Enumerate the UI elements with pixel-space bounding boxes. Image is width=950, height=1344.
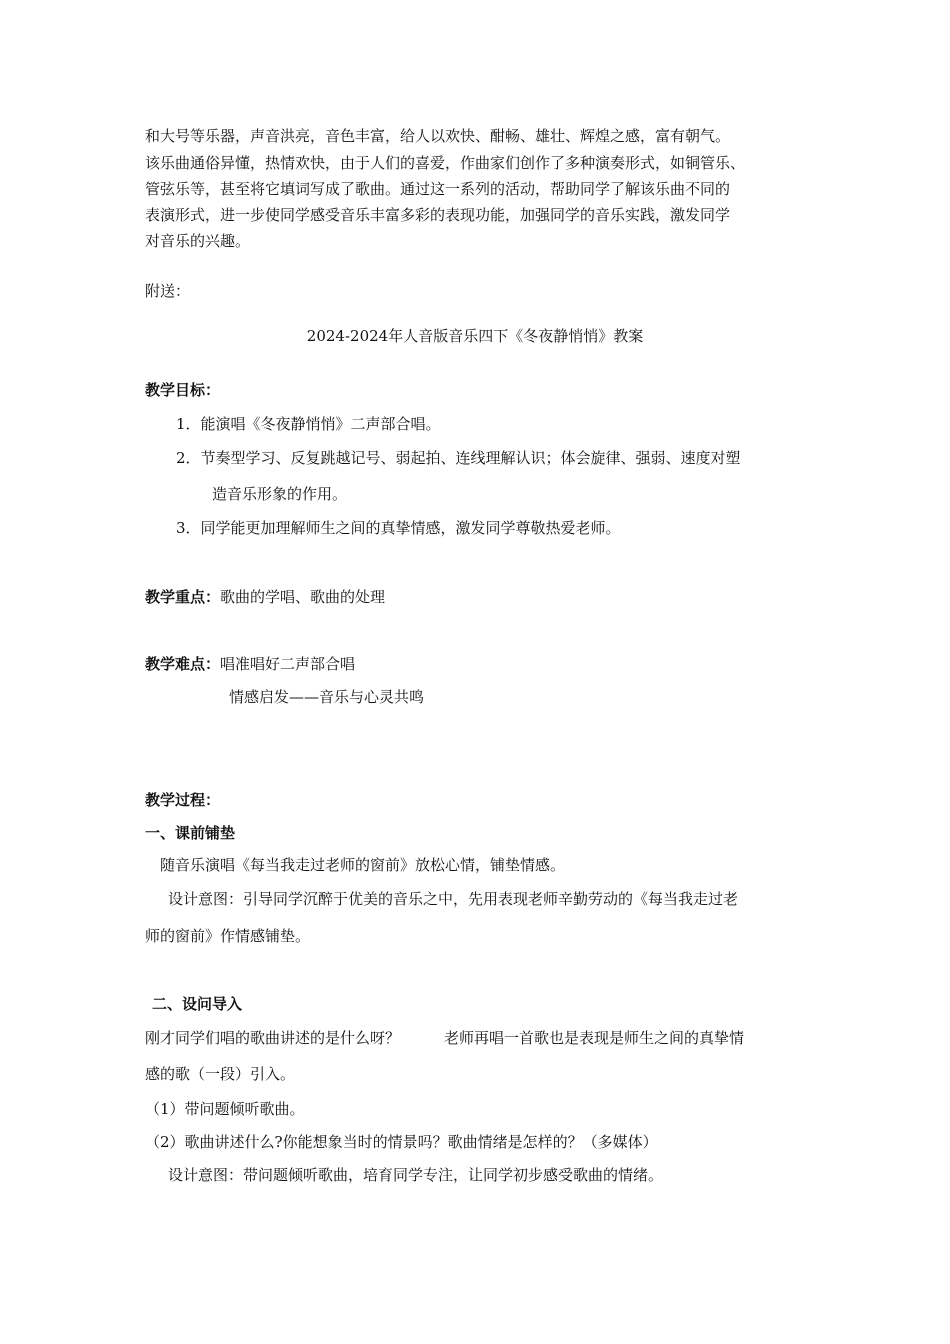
objectives-heading: 教学目标： xyxy=(145,381,221,399)
section-title: 一、课前铺垫 xyxy=(145,824,236,842)
objective-item: 1．能演唱《冬夜静悄悄》二声部合唱。 xyxy=(176,415,441,433)
difficulties-line: 唱准唱好二声部合唱 xyxy=(220,655,356,673)
paragraph-line: 师的窗前》作情感铺垫。 xyxy=(145,927,311,945)
list-item: （1）带问题倾听歌曲。 xyxy=(145,1100,305,1118)
objective-item-continuation: 造音乐形象的作用。 xyxy=(212,485,348,503)
document-title: 2024-2024年人音版音乐四下《冬夜静悄悄》教案 xyxy=(306,327,644,345)
paragraph-line xyxy=(145,1028,744,1048)
key-points xyxy=(145,587,385,607)
paragraph-line: 感的歌（一段）引入。 xyxy=(145,1065,296,1083)
paragraph-line: 设计意图：带问题倾听歌曲，培育同学专注，让同学初步感受歌曲的情绪。 xyxy=(168,1166,664,1184)
objective-item: 2．节奏型学习、反复跳越记号、弱起拍、连线理解认识；体会旋律、强弱、速度对塑 xyxy=(176,449,741,467)
difficulties-heading: 教学难点： xyxy=(145,655,221,673)
intro-line: 对音乐的兴趣。 xyxy=(145,232,251,250)
intro-line: 表演形式，进一步使同学感受音乐丰富多彩的表现功能，加强同学的音乐实践，激发同学 xyxy=(145,206,731,224)
process-heading: 教学过程： xyxy=(145,791,221,809)
objective-item: 3．同学能更加理解师生之间的真挚情感，激发同学尊敬热爱老师。 xyxy=(176,519,621,537)
paragraph-line: 随音乐演唱《每当我走过老师的窗前》放松心情，铺垫情感。 xyxy=(160,856,566,874)
difficulties-line: 情感启发——音乐与心灵共鸣 xyxy=(229,688,425,706)
section-title: 二、设问导入 xyxy=(152,995,243,1013)
intro-line: 该乐曲通俗异懂，热情欢快，由于人们的喜爱，作曲家们创作了多种演奏形式，如铜管乐、 xyxy=(145,154,746,172)
difficulties xyxy=(145,654,355,674)
paragraph-line: 设计意图：引导同学沉醉于优美的音乐之中，先用表现老师辛勤劳动的《每当我走过老 xyxy=(168,890,739,908)
key-points-heading: 教学重点： xyxy=(145,588,221,606)
list-item: （2）歌曲讲述什么?你能想象当时的情景吗？歌曲情绪是怎样的？（多媒体） xyxy=(145,1133,658,1151)
intro-line: 和大号等乐器，声音洪亮，音色丰富，给人以欢快、酣畅、雄壮、辉煌之感，富有朝气。 xyxy=(145,127,731,145)
question-text: 老师再唱一首歌也是表现是师生之间的真挚情 xyxy=(444,1029,745,1047)
question-text: 刚才同学们唱的歌曲讲述的是什么呀？ xyxy=(145,1029,401,1047)
key-points-text: 歌曲的学唱、歌曲的处理 xyxy=(220,588,386,606)
intro-line: 管弦乐等，甚至将它填词写成了歌曲。通过这一系列的活动，帮助同学了解该乐曲不同的 xyxy=(145,180,731,198)
appendix-label: 附送： xyxy=(145,282,191,300)
